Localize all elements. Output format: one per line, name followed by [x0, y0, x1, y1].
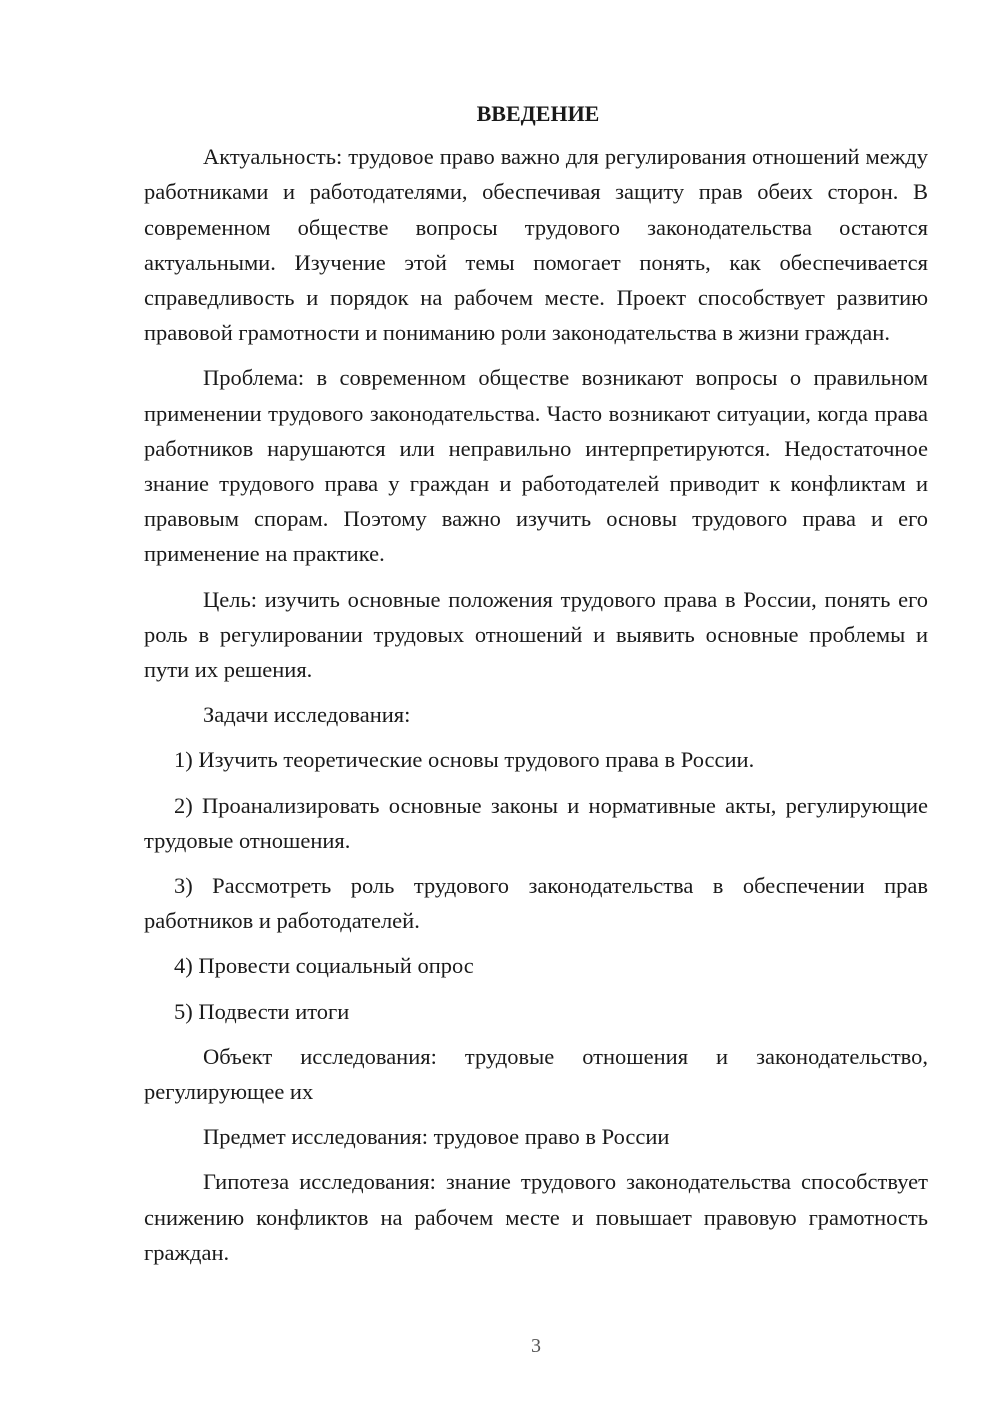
paragraph-relevance: Актуальность: трудовое право важно для регулирования отношений между работниками и работодателями, обеспечивая защиту прав обеих сторон. В современном обществе вопросы трудового законодательства остаются актуальными. Изучение этой темы помогает понять, как обеспечивается справедливость и порядок на рабочем месте. Проект способствует развитию правовой грамотности и пониманию роли законодательства в жизни граждан. — [144, 144, 928, 346]
paragraph-problem: Проблема: в современном обществе возникают вопросы о правильном применении трудового законодательства. Часто возникают ситуации, когда права работников нарушаются или неправильно интерпретируются. Недостаточное знание трудового права у граждан и работодателей приводит к конфликтам и правовым спорам. Поэтому важно изучить основы трудового права и его применение на практике. — [144, 365, 928, 567]
paragraph-hypothesis: Гипотеза исследования: знание трудового законодательства способствует снижению конфликтов на рабочем месте и повышает правовую грамотность граждан. — [144, 1169, 928, 1265]
paragraph-subject: Предмет исследования: трудовое право в России — [203, 1124, 670, 1150]
list-item: 5) Подвести итоги — [174, 998, 350, 1024]
paragraph-object: Объект исследования: трудовые отношения и законодательство, регулирующее их — [144, 1043, 928, 1105]
list-item: 2) Проанализировать основные законы и нормативные акты, регулирующие трудовые отношения. — [144, 792, 928, 853]
document-page — [144, 96, 928, 1270]
paragraph-tasks-heading: Задачи исследования: — [203, 702, 411, 728]
list-item: 4) Провести социальный опрос — [174, 953, 474, 979]
paragraph-goal: Цель: изучить основные положения трудового права в России, понять его роль в регулировании трудовых отношений и выявить основные проблемы и пути их решения. — [144, 586, 928, 683]
list-item: 3) Рассмотреть роль трудового законодательства в обеспечении прав работников и работодателей. — [144, 873, 928, 934]
section-title: ВВЕДЕНИЕ — [476, 101, 600, 126]
list-item: 1) Изучить теоретические основы трудового права в России. — [174, 747, 755, 773]
page-number: 3 — [531, 1335, 541, 1357]
